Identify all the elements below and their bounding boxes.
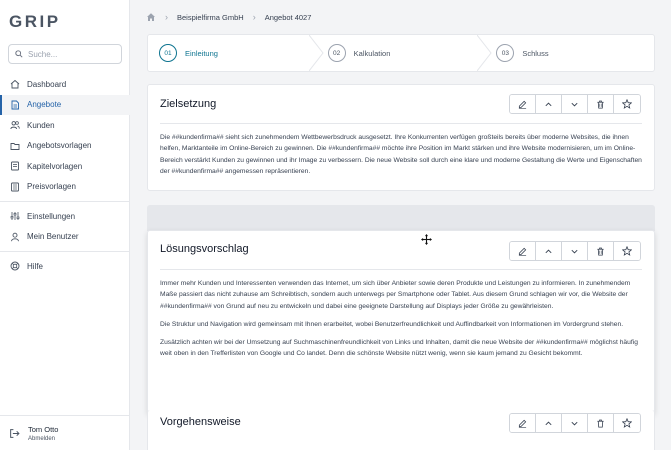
sidebar-item-angebotsvorlagen[interactable] (0, 136, 130, 157)
step-einleitung[interactable] (148, 35, 317, 71)
star-icon (622, 99, 632, 109)
sidebar-item-label: Angebote (27, 100, 62, 110)
edit-icon (518, 100, 527, 109)
star-icon (622, 246, 632, 256)
section-title: Vorgehensweise (160, 416, 241, 428)
sidebar-divider (0, 251, 130, 252)
step-navigation (147, 34, 655, 72)
sidebar-item-label: Einstellungen (27, 211, 76, 221)
chevron-up-icon (544, 247, 553, 256)
section-toolbar (509, 94, 641, 114)
home-icon (10, 79, 20, 89)
delete-button[interactable] (588, 414, 614, 432)
step-number: 01 (159, 44, 177, 62)
sidebar-item-kunden[interactable] (0, 115, 130, 136)
section-paragraph: Immer mehr Kunden und Interessenten verwenden das Internet, um sich über Anbieter sowie deren Produkte und Leistungen zu informieren. In zunehmendem Maße passiert das nicht zuhause am Schreibtisch, sondern auch unterwegs per Smartphone oder Tablet. Aus diesem Grund schlagen wir vor, die Website der ##kundenfirma## von Grund auf neu zu entwickeln und dabei eine geeignete Darstellung auf Displays jeder Größe zu gewährleisten. (160, 280, 631, 310)
section-divider (160, 123, 642, 124)
section-title: Zielsetzung (160, 98, 217, 110)
section-body (148, 132, 654, 187)
breadcrumb-offer[interactable]: Angebot 4027 (264, 12, 312, 22)
sidebar-item-hilfe[interactable] (0, 256, 130, 277)
logout-link[interactable]: Abmelden (28, 435, 56, 442)
edit-button[interactable] (510, 242, 536, 260)
section-card-zielsetzung (147, 84, 655, 191)
step-number: 02 (328, 44, 346, 62)
edit-icon (518, 419, 527, 428)
sidebar-item-angebote[interactable] (0, 95, 130, 116)
app-logo: GRIP (9, 12, 61, 31)
step-label: Einleitung (185, 48, 218, 58)
drop-zone (147, 205, 655, 231)
section-paragraph: Die Struktur und Navigation wird gemeinsam mit Ihnen erarbeitet, wobei Benutzerfreundlichkeit und Auffindbarkeit von Informationen im Vordergrund stehen. (160, 320, 624, 328)
sidebar-item-label: Kapitelvorlagen (27, 161, 83, 171)
sidebar-item-preisvorlagen[interactable] (0, 177, 130, 198)
lifebuoy-icon (10, 261, 20, 271)
search-box[interactable] (8, 44, 122, 64)
edit-icon (518, 247, 527, 256)
move-down-button[interactable] (562, 414, 588, 432)
sidebar-item-mein-benutzer[interactable] (0, 227, 130, 248)
template-icon (10, 161, 20, 171)
move-up-button[interactable] (536, 414, 562, 432)
sidebar-item-label: Kunden (27, 120, 55, 130)
delete-button[interactable] (588, 242, 614, 260)
trash-icon (596, 247, 605, 256)
step-label: Kalkulation (353, 48, 391, 58)
star-icon (622, 418, 632, 428)
chevron-up-icon (544, 419, 553, 428)
logout-icon[interactable] (9, 428, 20, 439)
step-separator (309, 35, 325, 71)
sidebar-item-label: Mein Benutzer (27, 232, 79, 242)
sidebar-item-label: Hilfe (27, 261, 44, 271)
sliders-icon (10, 211, 20, 221)
folder-icon (10, 141, 20, 151)
trash-icon (596, 419, 605, 428)
favorite-button[interactable] (614, 414, 640, 432)
user-name: Tom Otto (28, 424, 59, 434)
trash-icon (596, 100, 605, 109)
search-icon (15, 50, 23, 58)
delete-button[interactable] (588, 95, 614, 113)
breadcrumb-company[interactable]: Beispielfirma GmbH (177, 12, 244, 22)
step-kalkulation[interactable] (317, 35, 486, 71)
section-paragraph: Zusätzlich achten wir bei der Umsetzung auf Suchmaschinenfreundlichkeit von Links und Inhalten, damit die neue Website der ##kundenfirma## möglichst häufig weit oben in den Trefferlisten von Google und Co landet. Denn die schönste Website nützt wenig, wenn sie kaum jemand zu Gesicht bekommt. (160, 339, 638, 358)
move-down-button[interactable] (562, 95, 588, 113)
sidebar-item-label: Dashboard (27, 79, 67, 89)
edit-button[interactable] (510, 414, 536, 432)
chevron-right-icon: › (252, 12, 256, 22)
chevron-down-icon (570, 100, 579, 109)
sidebar-item-einstellungen[interactable] (0, 206, 130, 227)
search-input[interactable] (28, 50, 118, 59)
sidebar-item-label: Preisvorlagen (27, 182, 76, 192)
chevron-up-icon (544, 100, 553, 109)
section-title: Lösungsvorschlag (160, 243, 249, 255)
document-icon (10, 100, 20, 110)
section-card-loesungsvorschlag[interactable] (147, 230, 655, 414)
sidebar-divider (0, 201, 130, 202)
user-panel[interactable] (0, 415, 130, 450)
chevron-down-icon (570, 419, 579, 428)
edit-button[interactable] (510, 95, 536, 113)
section-toolbar (509, 413, 641, 433)
user-icon (10, 232, 20, 242)
favorite-button[interactable] (614, 95, 640, 113)
sidebar-item-dashboard[interactable] (0, 74, 130, 95)
sidebar-nav (0, 74, 130, 277)
sidebar-item-label: Angebotsvorlagen (27, 141, 92, 151)
move-cursor-icon (421, 234, 432, 245)
sidebar (0, 0, 130, 450)
step-label: Schluss (522, 48, 549, 58)
step-separator (477, 35, 493, 71)
move-down-button[interactable] (562, 242, 588, 260)
chevron-right-icon: › (165, 12, 168, 22)
breadcrumb (146, 11, 311, 23)
section-divider (160, 269, 642, 270)
move-up-button[interactable] (536, 242, 562, 260)
home-icon[interactable] (146, 12, 156, 22)
section-card-vorgehensweise (147, 410, 655, 450)
step-schluss[interactable] (485, 35, 654, 71)
section-toolbar (509, 241, 641, 261)
list-icon (10, 182, 20, 192)
chevron-down-icon (570, 247, 579, 256)
move-up-button[interactable] (536, 95, 562, 113)
sidebar-item-kapitelvorlagen[interactable] (0, 156, 130, 177)
section-paragraph: Die ##kundenfirma## sieht sich zunehmendem Wettbewerbsdruck ausgesetzt. Ihre Konkurrenten verfügen großteils bereits über moderne Websites, die ihnen helfen, Marktanteile im Online-Bereich zu gewinnen. Die ##kundenfirma## möchte ihre Position im Markt stärken und ihre Website modernisieren, um im Online-Bereich verstärkt Kunden zu gewinnen und ihr Image zu verbessern. Die neue Website soll durch eine klare und moderne Gestaltung die Werte und Eigenschaften der ##kundenfirma## angemessen repräsentieren. (160, 134, 642, 175)
step-number: 03 (496, 44, 514, 62)
users-icon (10, 120, 20, 130)
section-body (148, 278, 654, 370)
favorite-button[interactable] (614, 242, 640, 260)
